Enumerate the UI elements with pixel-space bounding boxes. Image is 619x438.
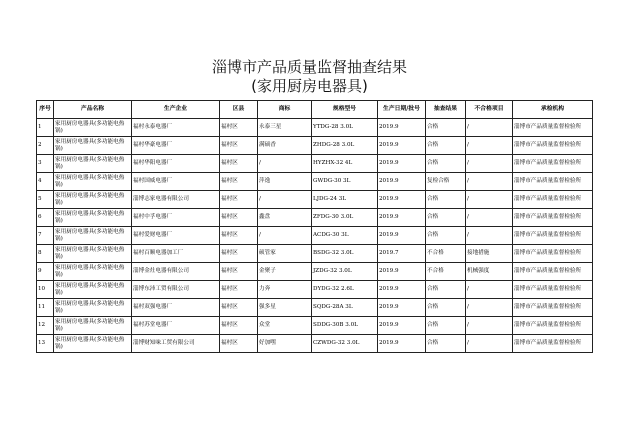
cell-spec: SDDG-30B 3.0L: [312, 317, 378, 335]
cell-product: 家用厨房电器具(多功能电热锅): [54, 299, 132, 317]
cell-spec: ZHDG-28 3.0L: [312, 137, 378, 155]
cell-product: 家用厨房电器具(多功能电热锅): [54, 119, 132, 137]
cell-company: 福村中孚电器厂: [132, 209, 220, 227]
cell-district: 福村区: [220, 227, 258, 245]
cell-brand: 力奔: [258, 281, 312, 299]
cell-failed-items: /: [466, 119, 513, 137]
table-row: [37, 335, 593, 353]
cell-brand: 硕管家: [258, 245, 312, 263]
cell-agency: 淄博市产品质量监督检验所: [513, 173, 593, 191]
cell-agency: 淄博市产品质量监督检验所: [513, 137, 593, 155]
cell-date: 2019.9: [378, 263, 426, 281]
cell-failed-items: /: [466, 191, 513, 209]
table-row: [37, 119, 593, 137]
cell-result: 合格: [426, 119, 466, 137]
table-row: [37, 173, 593, 191]
header-no: 序号: [37, 101, 54, 119]
cell-failed-items: /: [466, 155, 513, 173]
cell-date: 2019.9: [378, 227, 426, 245]
cell-result: 合格: [426, 299, 466, 317]
cell-brand: 鑫盘: [258, 209, 312, 227]
cell-date: 2019.7: [378, 245, 426, 263]
cell-spec: CZWDG-32 3.0L: [312, 335, 378, 353]
cell-product: 家用厨房电器具(多功能电热锅): [54, 155, 132, 173]
cell-agency: 淄博市产品质量监督检验所: [513, 119, 593, 137]
cell-no: 11: [37, 299, 54, 317]
cell-district: 福村区: [220, 299, 258, 317]
table-row: [37, 155, 593, 173]
cell-company: 淄博东沛工贸有限公司: [132, 281, 220, 299]
cell-date: 2019.9: [378, 317, 426, 335]
cell-district: 福村区: [220, 137, 258, 155]
cell-company: 福村华豪电器厂: [132, 137, 220, 155]
cell-no: 7: [37, 227, 54, 245]
report-title: 淄博市产品质量监督抽查结果: [211, 58, 407, 76]
cell-product: 家用厨房电器具(多功能电热锅): [54, 317, 132, 335]
cell-agency: 淄博市产品质量监督检验所: [513, 299, 593, 317]
cell-agency: 淄博市产品质量监督检验所: [513, 209, 593, 227]
cell-date: 2019.9: [378, 281, 426, 299]
cell-result: 合格: [426, 155, 466, 173]
header-date: 生产日期/批号: [378, 101, 426, 119]
cell-failed-items: /: [466, 137, 513, 155]
cell-failed-items: 机械强度: [466, 263, 513, 281]
header-failed-items: 不合格项目: [466, 101, 513, 119]
cell-product: 家用厨房电器具(多功能电热锅): [54, 263, 132, 281]
cell-result: 合格: [426, 335, 466, 353]
cell-result: 合格: [426, 281, 466, 299]
cell-spec: ZFDG-30 3.0L: [312, 209, 378, 227]
cell-spec: HYZHX-32 4L: [312, 155, 378, 173]
table-row: [37, 245, 593, 263]
cell-date: 2019.9: [378, 191, 426, 209]
cell-no: 8: [37, 245, 54, 263]
table-row: [37, 281, 593, 299]
cell-product: 家用厨房电器具(多功能电热锅): [54, 227, 132, 245]
cell-result: 合格: [426, 137, 466, 155]
cell-no: 6: [37, 209, 54, 227]
cell-date: 2019.9: [378, 299, 426, 317]
header-result: 抽查结果: [426, 101, 466, 119]
header-district: 区县: [220, 101, 258, 119]
table-row: [37, 209, 593, 227]
cell-company: 福村华阳电器厂: [132, 155, 220, 173]
cell-brand: 众堂: [258, 317, 312, 335]
table-row: [37, 191, 593, 209]
cell-no: 10: [37, 281, 54, 299]
cell-brand: 好加嘿: [258, 335, 312, 353]
cell-failed-items: /: [466, 281, 513, 299]
cell-date: 2019.9: [378, 209, 426, 227]
cell-district: 福村区: [220, 245, 258, 263]
cell-product: 家用厨房电器具(多功能电热锅): [54, 281, 132, 299]
cell-date: 2019.9: [378, 137, 426, 155]
cell-company: 福村苏堂电器厂: [132, 317, 220, 335]
cell-agency: 淄博市产品质量监督检验所: [513, 227, 593, 245]
cell-spec: LJDG-24 3L: [312, 191, 378, 209]
cell-no: 1: [37, 119, 54, 137]
cell-district: 福村区: [220, 119, 258, 137]
cell-agency: 淄博市产品质量监督检验所: [513, 155, 593, 173]
cell-no: 13: [37, 335, 54, 353]
table-row: [37, 299, 593, 317]
cell-district: 福村区: [220, 191, 258, 209]
cell-result: 合格: [426, 209, 466, 227]
table-header-row: [37, 101, 593, 119]
cell-spec: GWDG-30 3L: [312, 173, 378, 191]
cell-district: 福村区: [220, 335, 258, 353]
cell-agency: 淄博市产品质量监督检验所: [513, 263, 593, 281]
cell-company: 福村双强电器厂: [132, 299, 220, 317]
cell-brand: /: [258, 227, 312, 245]
cell-spec: BSDG-32 3.0L: [312, 245, 378, 263]
report-subtitle: (家用厨房电器具): [251, 77, 368, 95]
cell-product: 家用厨房电器具(多功能电热锅): [54, 191, 132, 209]
cell-product: 家用厨房电器具(多功能电热锅): [54, 245, 132, 263]
cell-agency: 淄博市产品质量监督检验所: [513, 191, 593, 209]
cell-district: 福村区: [220, 281, 258, 299]
cell-date: 2019.9: [378, 173, 426, 191]
header-brand: 商标: [258, 101, 312, 119]
cell-result: 复检合格: [426, 173, 466, 191]
cell-company: 淄博金灶电器有限公司: [132, 263, 220, 281]
table-row: [37, 317, 593, 335]
cell-failed-items: /: [466, 299, 513, 317]
cell-brand: 满硕香: [258, 137, 312, 155]
cell-brand: 强多星: [258, 299, 312, 317]
cell-brand: /: [258, 191, 312, 209]
inspection-results-table: [36, 100, 593, 353]
cell-spec: DYDG-32 2.6L: [312, 281, 378, 299]
cell-brand: /: [258, 155, 312, 173]
cell-date: 2019.9: [378, 119, 426, 137]
table-row: [37, 227, 593, 245]
cell-district: 福村区: [220, 155, 258, 173]
cell-no: 12: [37, 317, 54, 335]
cell-agency: 淄博市产品质量监督检验所: [513, 245, 593, 263]
cell-district: 福村区: [220, 263, 258, 281]
cell-no: 4: [37, 173, 54, 191]
cell-failed-items: /: [466, 209, 513, 227]
cell-no: 9: [37, 263, 54, 281]
cell-failed-items: 接地措施: [466, 245, 513, 263]
cell-failed-items: /: [466, 227, 513, 245]
cell-failed-items: /: [466, 335, 513, 353]
cell-product: 家用厨房电器具(多功能电热锅): [54, 173, 132, 191]
cell-result: 不合格: [426, 263, 466, 281]
cell-brand: 永泰三星: [258, 119, 312, 137]
cell-failed-items: /: [466, 317, 513, 335]
cell-company: 福村永泰电器厂: [132, 119, 220, 137]
cell-agency: 淄博市产品质量监督检验所: [513, 335, 593, 353]
cell-district: 福村区: [220, 173, 258, 191]
cell-product: 家用厨房电器具(多功能电热锅): [54, 335, 132, 353]
cell-result: 合格: [426, 227, 466, 245]
cell-district: 福村区: [220, 317, 258, 335]
cell-district: 福村区: [220, 209, 258, 227]
cell-result: 合格: [426, 191, 466, 209]
cell-product: 家用厨房电器具(多功能电热锅): [54, 137, 132, 155]
cell-company: 淄博志家电器有限公司: [132, 191, 220, 209]
cell-product: 家用厨房电器具(多功能电热锅): [54, 209, 132, 227]
cell-company: 福村国威电器厂: [132, 173, 220, 191]
header-spec: 规格型号: [312, 101, 378, 119]
cell-no: 5: [37, 191, 54, 209]
cell-no: 3: [37, 155, 54, 173]
header-agency: 承检机构: [513, 101, 593, 119]
cell-company: 淄博财知味工贸有限公司: [132, 335, 220, 353]
header-product: 产品名称: [54, 101, 132, 119]
cell-company: 福村爱财电器厂: [132, 227, 220, 245]
cell-no: 2: [37, 137, 54, 155]
header-company: 生产企业: [132, 101, 220, 119]
cell-company: 福村百顺电器加工厂: [132, 245, 220, 263]
cell-brand: 萍逸: [258, 173, 312, 191]
cell-result: 不合格: [426, 245, 466, 263]
cell-result: 合格: [426, 317, 466, 335]
cell-date: 2019.9: [378, 155, 426, 173]
cell-brand: 金聚子: [258, 263, 312, 281]
cell-agency: 淄博市产品质量监督检验所: [513, 317, 593, 335]
cell-spec: ACDG-30 3L: [312, 227, 378, 245]
cell-spec: SQDG-28A 3L: [312, 299, 378, 317]
cell-spec: YTDG-28 3.0L: [312, 119, 378, 137]
cell-spec: JZDG-32 3.0L: [312, 263, 378, 281]
table-row: [37, 137, 593, 155]
cell-date: 2019.9: [378, 335, 426, 353]
cell-agency: 淄博市产品质量监督检验所: [513, 281, 593, 299]
cell-failed-items: /: [466, 173, 513, 191]
table-row: [37, 263, 593, 281]
